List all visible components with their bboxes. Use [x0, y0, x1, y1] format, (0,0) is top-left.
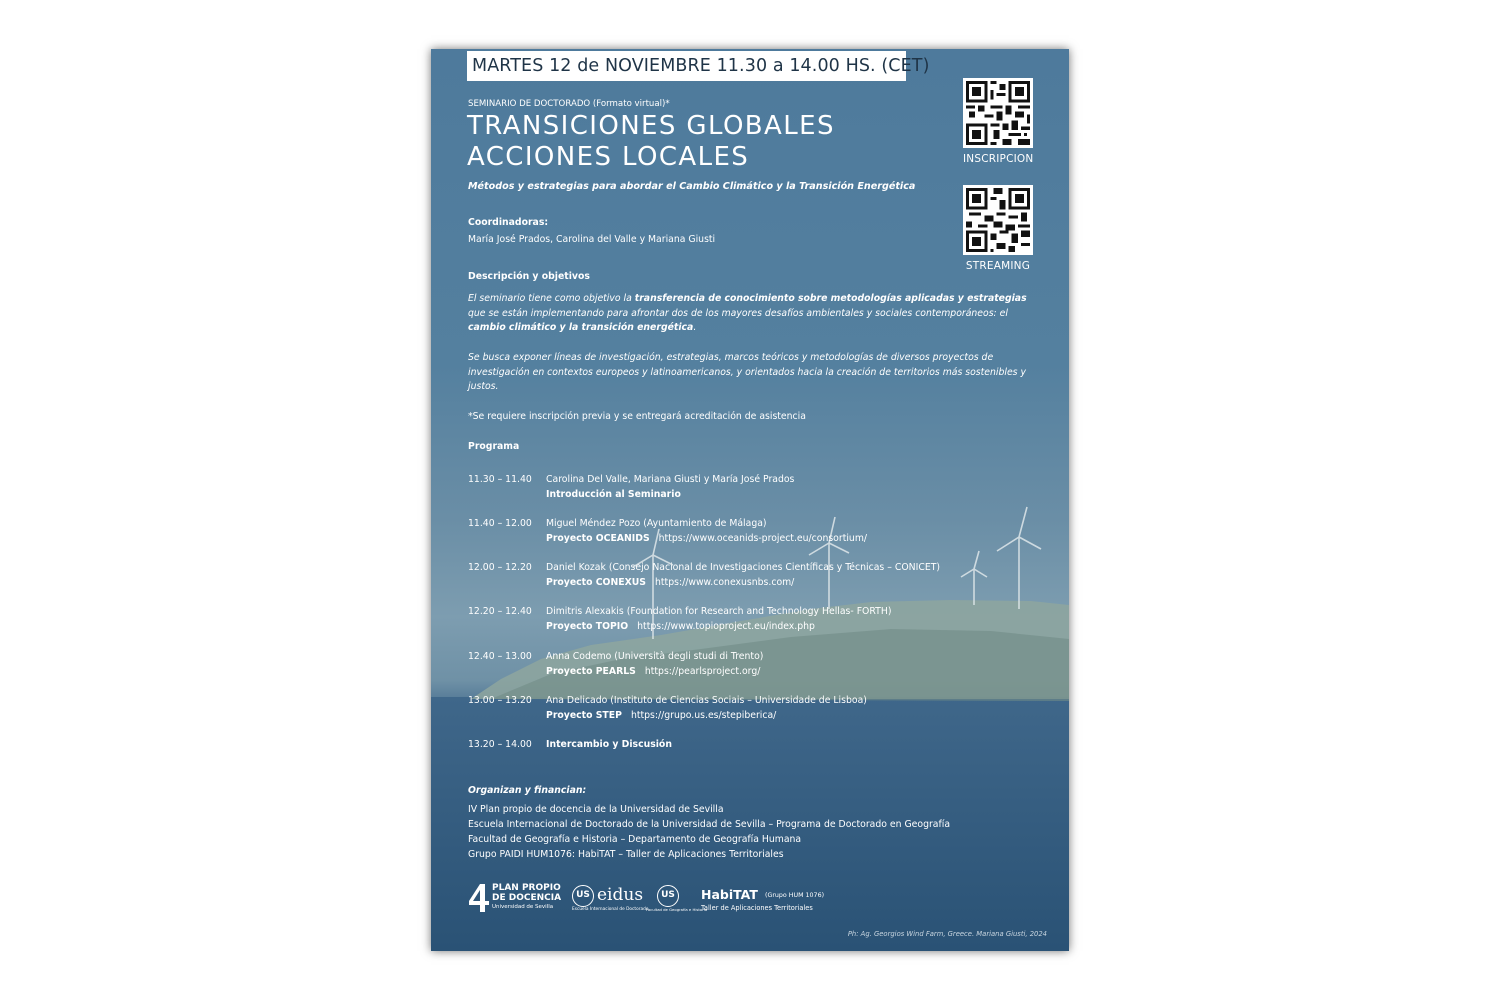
- program-speaker: Miguel Méndez Pozo (Ayuntamiento de Málaga): [546, 518, 767, 529]
- project-link[interactable]: https://www.conexusnbs.com/: [655, 577, 795, 588]
- organizer-line: Grupo PAIDI HUM1076: HabiTAT – Taller de Aplicaciones Territoriales: [468, 849, 784, 860]
- organizer-line: Escuela Internacional de Doctorado de la Universidad de Sevilla – Programa de Doctorado en Geografía: [468, 819, 951, 830]
- coordinators-heading: Coordinadoras:: [468, 217, 549, 228]
- coordinators-names: María José Prados, Carolina del Valle y Mariana Giusti: [468, 234, 716, 245]
- qr-label-streaming: STREAMING: [965, 260, 1031, 272]
- habitat-subtitle: Taller de Aplicaciones Territoriales: [701, 904, 813, 912]
- title-line-1: TRANSICIONES GLOBALES: [467, 111, 835, 141]
- program-speaker: Intercambio y Discusión: [546, 739, 672, 750]
- registration-note: *Se requiere inscripción previa y se entregará acreditación de asistencia: [468, 411, 806, 422]
- program-speaker: Carolina Del Valle, Mariana Giusti y María José Prados: [546, 474, 795, 485]
- project-name: Proyecto STEP: [546, 710, 622, 721]
- project-link[interactable]: https://www.topioproject.eu/index.php: [637, 621, 815, 632]
- qr-code-icon: [966, 81, 1030, 145]
- subtitle: Métodos y estrategias para abordar el Cambio Climático y la Transición Energética: [468, 181, 916, 192]
- description-paragraph-2: Se busca exponer líneas de investigación, estrategias, marcos teóricos y metodologías de diversos proyectos de investigación en contextos europeos y latinoamericanos, y orientados hacia la creación de territorios más sostenibles y justos.: [468, 352, 1026, 393]
- program-time: 12.20 – 12.40: [468, 606, 532, 617]
- project-link[interactable]: https://pearlsproject.org/: [644, 666, 761, 677]
- program-time: 13.00 – 13.20: [468, 695, 532, 706]
- faculty-subtitle: Facultad de Geografía e Historia: [646, 907, 708, 912]
- plan-propio-logo: PLAN PROPIO DE DOCENCIA Universidad de Sevilla: [492, 883, 562, 910]
- habitat-group: (Grupo HUM 1076): [765, 892, 825, 899]
- eidus-logo: eidus: [597, 885, 644, 905]
- seminar-poster: [431, 49, 1069, 951]
- plan-propio-4-logo-icon: [468, 884, 490, 912]
- organizer-line: IV Plan propio de docencia de la Universidad de Sevilla: [468, 804, 724, 815]
- us-seal-icon: US: [572, 885, 594, 907]
- project-name: Introducción al Seminario: [546, 489, 681, 500]
- project-name: Proyecto OCEANIDS: [546, 533, 650, 544]
- us-seal-icon: US: [657, 885, 679, 907]
- photo-credit: Ph: Ag. Georgios Wind Farm, Greece. Mariana Giusti, 2024: [847, 930, 1047, 938]
- project-link[interactable]: https://www.oceanids-project.eu/consortium/: [658, 533, 868, 544]
- program-speaker: Dimitris Alexakis (Foundation for Research and Technology Hellas- FORTH): [546, 606, 892, 617]
- qr-code-icon: [966, 188, 1030, 252]
- program-time: 11.40 – 12.00: [468, 518, 532, 529]
- description-paragraph-1: El seminario tiene como objetivo la transferencia de conocimiento sobre metodologías aplicadas y estrategias que se están implementando para afrontar dos de los mayores desafíos ambientales y sociales contemporáneos: el cambio climático y la transición energética.: [468, 293, 1027, 334]
- program-project: [546, 621, 815, 632]
- program-project: [546, 489, 681, 500]
- title-line-2: ACCIONES LOCALES: [467, 142, 750, 172]
- program-time: 12.00 – 12.20: [468, 562, 532, 573]
- program-time: 12.40 – 13.00: [468, 651, 532, 662]
- program-time: 13.20 – 14.00: [468, 739, 532, 750]
- qr-code-streaming[interactable]: [963, 185, 1033, 255]
- program-time: 11.30 – 11.40: [468, 474, 532, 485]
- project-name: Proyecto CONEXUS: [546, 577, 647, 588]
- program-speaker: Ana Delicado (Instituto de Ciencias Sociais – Universidade de Lisboa): [546, 695, 867, 706]
- organizers-heading: Organizan y financian:: [468, 785, 587, 796]
- program-project: [546, 710, 776, 721]
- date-banner: MARTES 12 de NOVIEMBRE 11.30 a 14.00 HS. (CET): [467, 51, 906, 81]
- program-speaker: Daniel Kozak (Consejo Nacional de Investigaciones Científicas y Técnicas – CONICET): [546, 562, 941, 573]
- program-speaker: Anna Codemo (Università degli studi di Trento): [546, 651, 764, 662]
- project-name: Proyecto TOPIO: [546, 621, 629, 632]
- program-project: [546, 533, 867, 544]
- program-project: [546, 666, 760, 677]
- project-name: Proyecto PEARLS: [546, 666, 636, 677]
- organizer-line: Facultad de Geografía e Historia – Departamento de Geografía Humana: [468, 834, 802, 845]
- qr-code-inscripcion[interactable]: [963, 78, 1033, 148]
- project-link[interactable]: https://grupo.us.es/stepiberica/: [630, 710, 777, 721]
- description-heading: Descripción y objetivos: [468, 271, 590, 282]
- eidus-subtitle: Escuela Internacional de Doctorado: [572, 907, 649, 912]
- habitat-logo: HabiTAT: [701, 887, 758, 902]
- program-heading: Programa: [468, 441, 520, 452]
- qr-label-inscripcion: INSCRIPCION: [963, 153, 1034, 165]
- seminar-type: SEMINARIO DE DOCTORADO (Formato virtual)*: [468, 99, 670, 109]
- program-project: [546, 577, 794, 588]
